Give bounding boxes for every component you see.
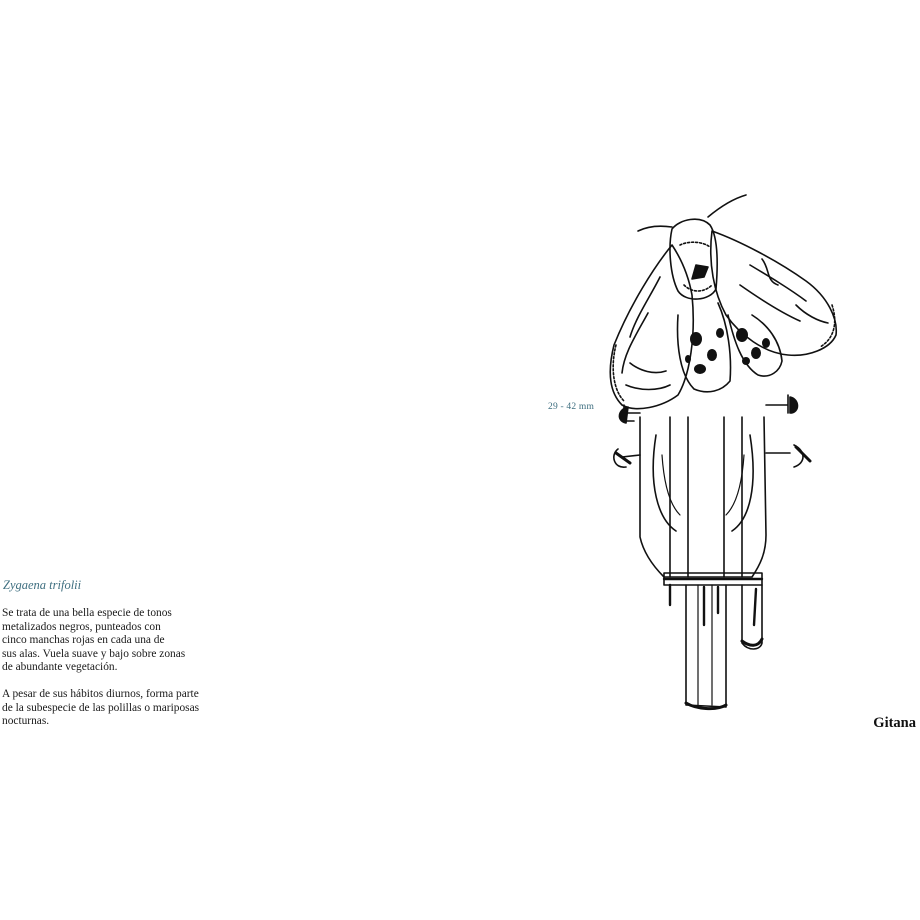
text-line: metalizados negros, punteados con bbox=[2, 620, 161, 633]
text-line: de abundante vegetación. bbox=[2, 661, 118, 674]
species-name: Zygaena trifolii bbox=[3, 578, 82, 592]
description-text bbox=[2, 607, 232, 742]
common-name: Gitana bbox=[873, 715, 916, 731]
paragraph-1 bbox=[2, 607, 232, 675]
text-line: de la subespecie de las polillas o mariposas bbox=[2, 701, 200, 714]
text-line: nocturnas. bbox=[2, 715, 50, 728]
text-line: cinco manchas rojas en cada una de bbox=[2, 634, 165, 647]
moth-illustration bbox=[600, 185, 850, 720]
text-line: Se trata de una bella especie de tonos bbox=[2, 607, 172, 619]
text-line: A pesar de sus hábitos diurnos, forma parte bbox=[2, 687, 199, 700]
paragraph-2 bbox=[2, 688, 232, 729]
size-label: 29 - 42 mm bbox=[548, 402, 595, 412]
text-line: sus alas. Vuela suave y bajo sobre zonas bbox=[2, 647, 186, 660]
